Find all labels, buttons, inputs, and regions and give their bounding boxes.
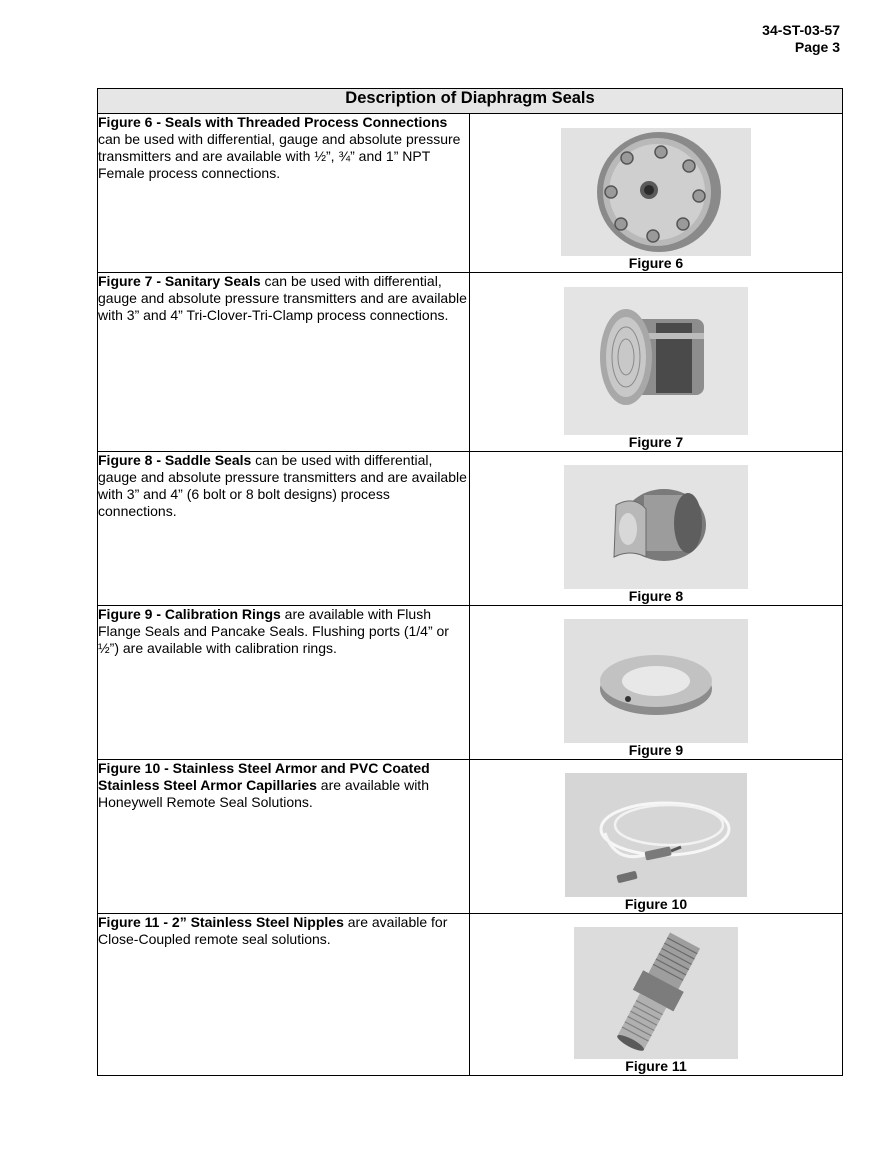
row-text: are available with Honeywell Remote Seal Solutions. (98, 777, 429, 810)
capillary-photo (565, 773, 747, 897)
saddle-seal-photo (564, 465, 748, 589)
row-description (98, 606, 470, 760)
row-heading: Figure 10 - Stainless Steel Armor and PVC Coated Stainless Steel Armor Capillaries (98, 760, 430, 793)
figure-caption: Figure 6 (628, 255, 684, 271)
table-row (98, 914, 843, 1076)
row-text: are available with Flush Flange Seals and Pancake Seals. Flushing ports (1/4” or ½”) are available with calibration rings. (98, 606, 449, 656)
table-row (98, 452, 843, 606)
row-text: are available for Close-Coupled remote seal solutions. (98, 914, 448, 947)
row-description (98, 452, 470, 606)
table-row (98, 114, 843, 273)
diaphragm-seals-table (97, 88, 843, 1076)
document-number: 34-ST-03-57 (762, 22, 840, 38)
document-header (762, 22, 840, 56)
page-number: Page 3 (794, 39, 840, 55)
table-row (98, 273, 843, 452)
figure-caption: Figure 10 (624, 896, 688, 912)
figure-caption: Figure 7 (628, 434, 684, 450)
row-heading: Figure 8 - Saddle Seals (98, 452, 252, 468)
figure-cell (470, 914, 843, 1076)
nipple-photo (574, 927, 738, 1059)
figure-cell (470, 606, 843, 760)
calibration-ring-photo (564, 619, 748, 743)
figure-caption: Figure 11 (625, 1058, 687, 1074)
figure-caption: Figure 8 (628, 588, 684, 604)
threaded-seal-photo (561, 128, 751, 256)
row-text: can be used with differential, gauge and absolute pressure transmitters and are available with ½”, ¾” and 1” NPT Female process connections. (98, 131, 461, 181)
row-heading: Figure 7 - Sanitary Seals (98, 273, 261, 289)
figure-cell (470, 114, 843, 273)
table-title: Description of Diaphragm Seals (98, 89, 843, 114)
row-text: can be used with differential, gauge and absolute pressure transmitters and are available with 3” and 4” (6 bolt or 8 bolt designs) process connections. (98, 452, 467, 519)
row-heading: Figure 9 - Calibration Rings (98, 606, 281, 622)
row-description (98, 273, 470, 452)
table-row (98, 606, 843, 760)
figure-cell (470, 273, 843, 452)
row-text: can be used with differential, gauge and absolute pressure transmitters and are available with 3” and 4” Tri-Clover-Tri-Clamp process connections. (98, 273, 467, 323)
row-heading: Figure 11 - 2” Stainless Steel Nipples (98, 914, 344, 930)
row-heading: Figure 6 - Seals with Threaded Process Connections (98, 114, 448, 130)
figure-caption: Figure 9 (628, 742, 684, 758)
row-description (98, 914, 470, 1076)
sanitary-seal-photo (564, 287, 748, 435)
table-row (98, 760, 843, 914)
row-description (98, 114, 470, 273)
row-description (98, 760, 470, 914)
figure-cell (470, 760, 843, 914)
figure-cell (470, 452, 843, 606)
